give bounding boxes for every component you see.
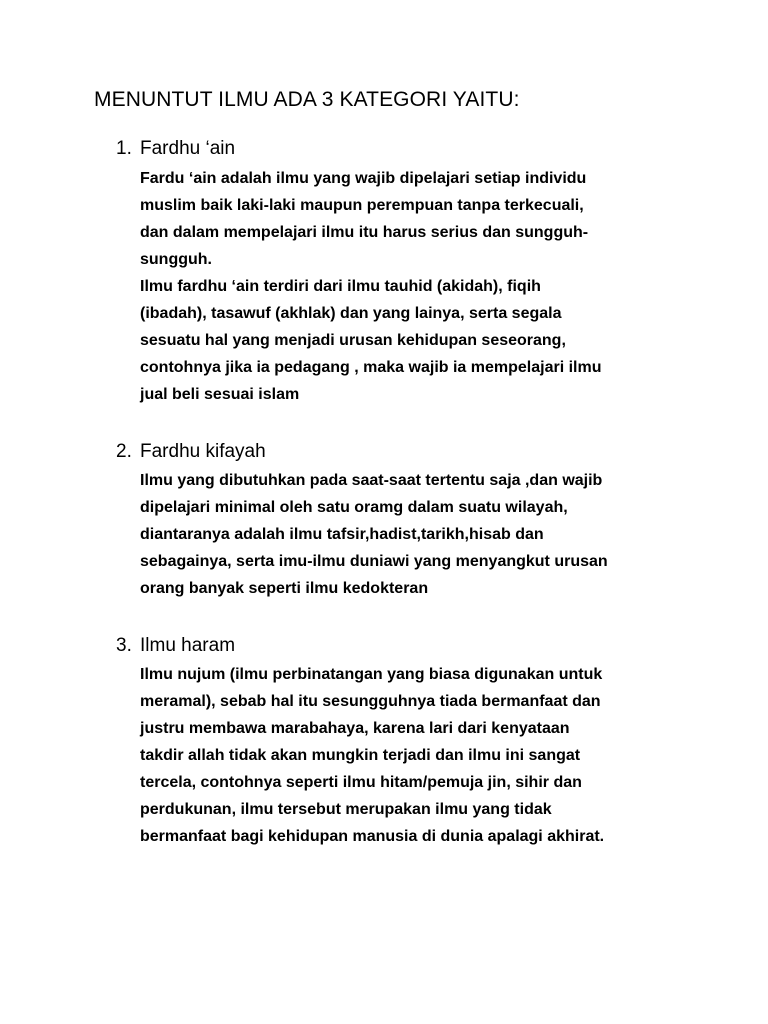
category-fardhu-ain [116,136,676,408]
category-title: Ilmu haram [140,635,236,656]
category-title: Fardhu ‘ain [140,138,236,159]
category-number: 3. [116,635,132,656]
category-heading [116,136,676,162]
category-fardhu-kifayah [116,439,676,602]
category-number: 1. [116,138,132,159]
category-paragraph: Ilmu fardhu ‘ain terdiri dari ilmu tauhid (akidah), fiqih (ibadah), tasawuf (akhlak) dan yang lainya, serta segala sesuatu hal yang menjadi urusan kehidupan seseorang, contohnya jika ia pedagang , maka wajib ia mempelajari ilmu jual beli sesuai islam [140,278,602,403]
category-paragraph: Ilmu nujum (ilmu perbinatangan yang biasa digunakan untuk meramal), sebab hal itu sesungguhnya tiada bermanfaat dan justru membawa marabahaya, karena lari dari kenyataan takdir allah tidak akan mungkin terjadi dan ilmu ini sangat tercela, contohnya seperti ilmu hitam/pemuja jin, sihir dan perdukunan, ilmu tersebut merupakan ilmu yang tidak bermanfaat bagi kehidupan manusia di dunia apalagi akhirat. [140,666,605,845]
category-paragraph: Fardu ‘ain adalah ilmu yang wajib dipelajari setiap individu muslim baik laki-laki maupun perempuan tanpa terkecuali, dan dalam mempelajari ilmu itu harus serius dan sungguh- sungguh. [140,170,589,268]
category-ilmu-haram [116,633,676,850]
category-title: Fardhu kifayah [140,441,266,462]
category-paragraph: Ilmu yang dibutuhkan pada saat-saat tertentu saja ,dan wajib dipelajari minimal oleh satu oramg dalam suatu wilayah, diantaranya adalah ilmu tafsir,hadist,tarikh,hisab dan sebagainya, serta imu-ilmu duniawi yang menyangkut urusan orang banyak seperti ilmu kedokteran [140,472,608,597]
category-heading [116,633,676,659]
category-heading [116,439,676,465]
page-title: MENUNTUT ILMU ADA 3 KATEGORI YAITU: [94,88,520,111]
category-number: 2. [116,441,132,462]
